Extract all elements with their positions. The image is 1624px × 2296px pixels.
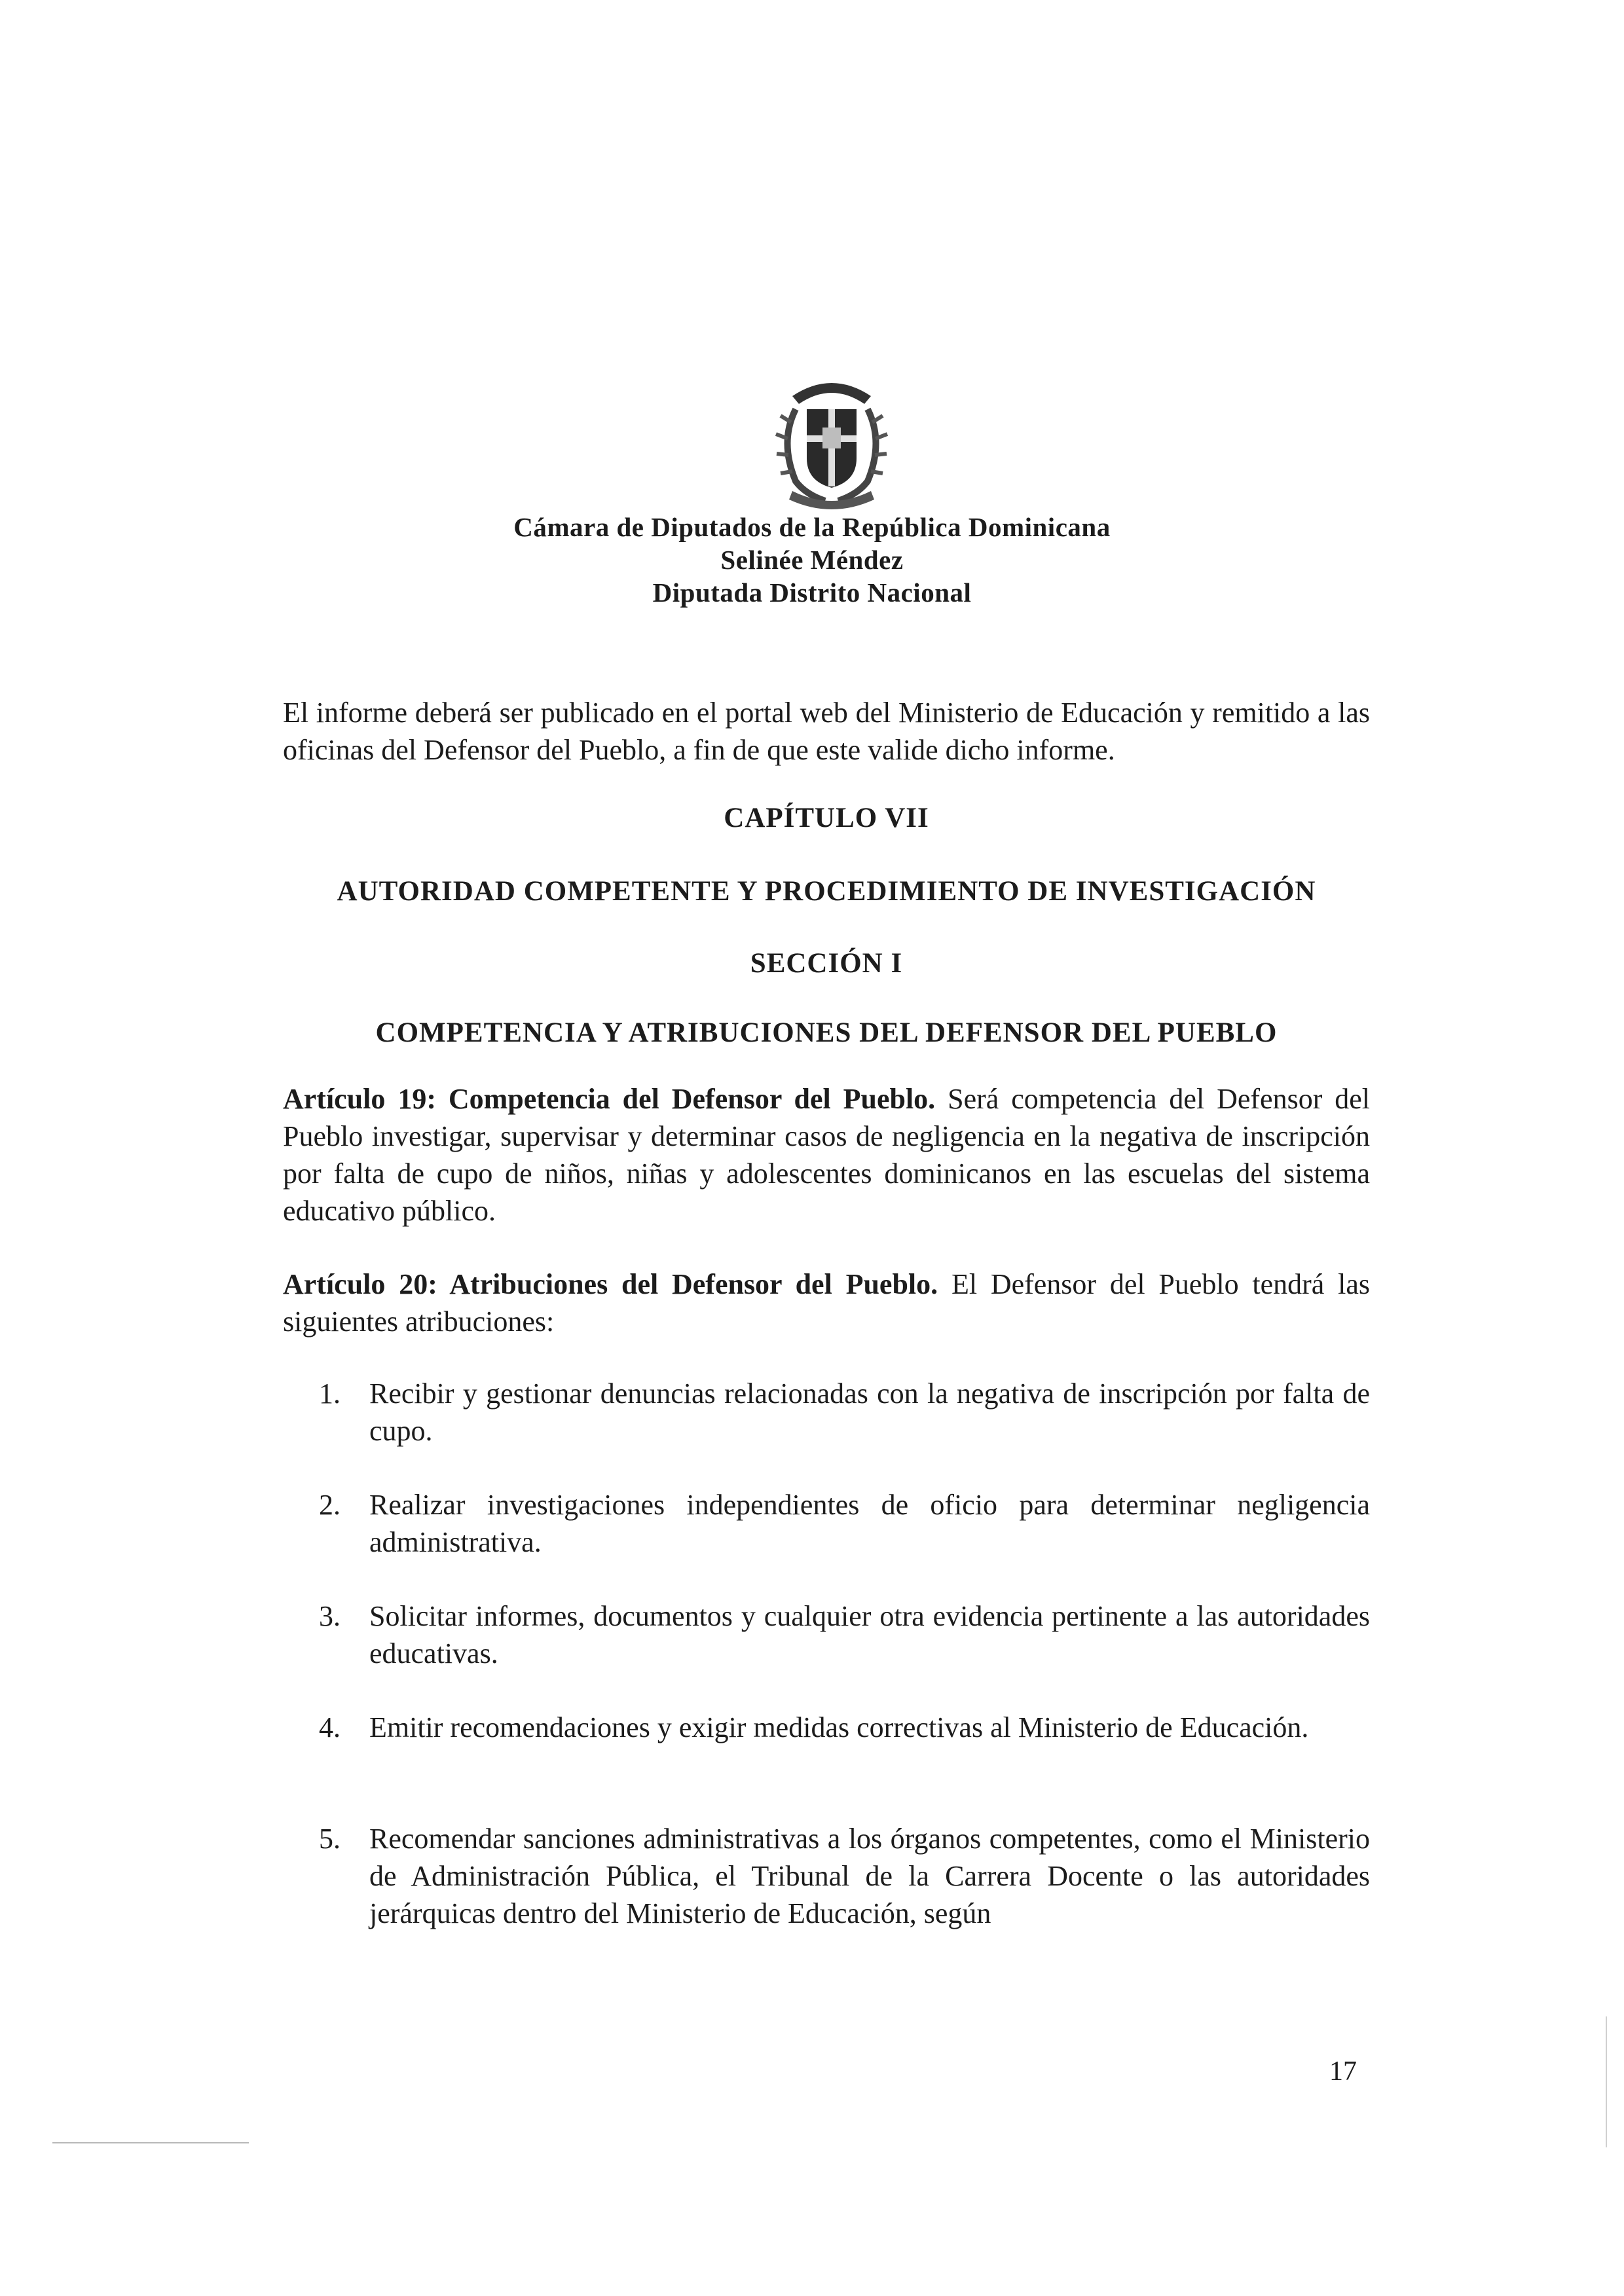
list-item-number: 5. bbox=[319, 1823, 341, 1855]
section-title: COMPETENCIA Y ATRIBUCIONES DEL DEFENSOR DEL PUEBLO bbox=[375, 1017, 1278, 1048]
chapter-number: CAPÍTULO VII bbox=[724, 803, 929, 833]
list-item bbox=[319, 1486, 1370, 1561]
list-item-text: Solicitar informes, documentos y cualquier otra evidencia pertinente a las autoridades educativas. bbox=[369, 1600, 1370, 1669]
deputy-name: Selinée Méndez bbox=[720, 545, 904, 575]
list-item bbox=[319, 1820, 1370, 1932]
intro-paragraph: El informe deberá ser publicado en el portal web del Ministerio de Educación y remitido a las oficinas del Defensor del Pueblo, a fin de que este valide dicho informe. bbox=[283, 697, 1370, 766]
article-19-heading: Artículo 19: Competencia del Defensor del Pueblo. bbox=[283, 1083, 936, 1115]
article-20-heading: Artículo 20: Atribuciones del Defensor del Pueblo. bbox=[283, 1268, 938, 1300]
list-item-number: 3. bbox=[319, 1600, 341, 1632]
list-item bbox=[319, 1709, 1370, 1746]
scan-artifact-line bbox=[52, 2142, 249, 2143]
coat-of-arms-icon bbox=[766, 370, 897, 514]
list-item-text: Emitir recomendaciones y exigir medidas correctivas al Ministerio de Educación. bbox=[369, 1711, 1309, 1743]
list-item-number: 2. bbox=[319, 1489, 341, 1521]
list-item-text: Recomendar sanciones administrativas a los órganos competentes, como el Ministerio de Administración Pública, el Tribunal de la Carrera Docente o las autoridades jerárquicas dentro del Ministerio de Educación, según bbox=[369, 1823, 1370, 1929]
article-19-body: Será competencia del Defensor del Pueblo investigar, supervisar y determinar casos de negligencia en la negativa de inscripción por falta de cupo de niños, niñas y adolescentes dominicanos en las escuelas del sistema educativo público. bbox=[283, 1083, 1371, 1227]
scan-artifact-edge bbox=[1606, 2016, 1607, 2147]
article-20-body: El Defensor del Pueblo tendrá las siguientes atribuciones: bbox=[283, 1268, 1370, 1338]
section-number: SECCIÓN I bbox=[750, 948, 903, 979]
article-19 bbox=[283, 1080, 1370, 1230]
list-item-number: 4. bbox=[319, 1711, 341, 1743]
deputy-role: Diputada Distrito Nacional bbox=[652, 577, 972, 608]
list-item-text: Realizar investigaciones independientes de oficio para determinar negligencia administrativa. bbox=[369, 1489, 1370, 1558]
letterhead bbox=[282, 511, 1342, 609]
list-item-number: 1. bbox=[319, 1377, 341, 1410]
list-item-text: Recibir y gestionar denuncias relacionadas con la negativa de inscripción por falta de cupo. bbox=[369, 1377, 1370, 1447]
institution-name: Cámara de Diputados de la República Dominicana bbox=[513, 512, 1111, 542]
article-20 bbox=[283, 1266, 1370, 1340]
page-number: 17 bbox=[1329, 2056, 1357, 2086]
chapter-title: AUTORIDAD COMPETENTE Y PROCEDIMIENTO DE INVESTIGACIÓN bbox=[337, 876, 1316, 907]
list-item bbox=[319, 1597, 1370, 1672]
list-item bbox=[319, 1375, 1370, 1449]
